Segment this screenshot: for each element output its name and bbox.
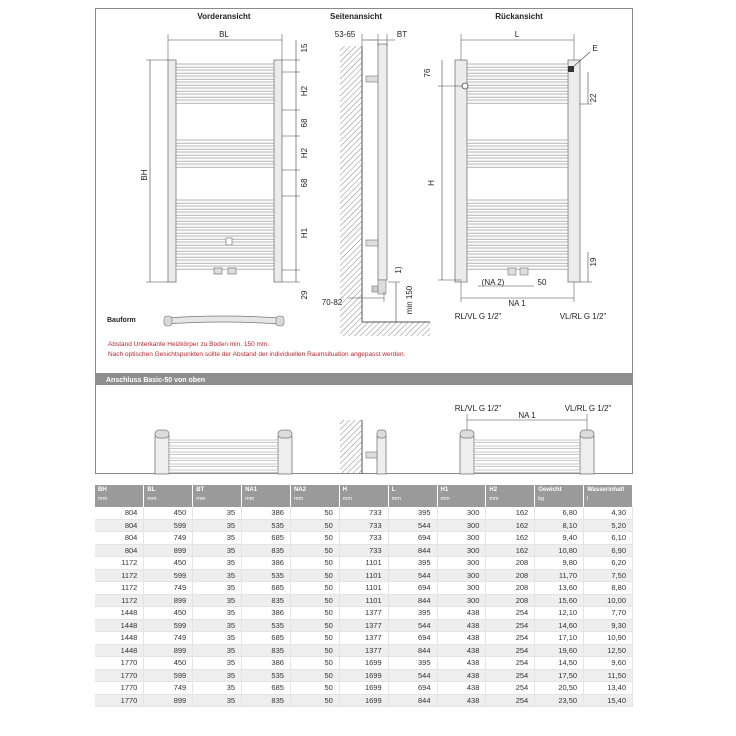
table-cell: 9,30 (584, 619, 633, 632)
table-cell: 300 (437, 532, 486, 545)
table-cell: 35 (193, 644, 242, 657)
table-cell: 1448 (95, 619, 144, 632)
top-view (155, 404, 611, 474)
column-header-unit: mm (342, 496, 352, 502)
table-cell: 50 (290, 532, 339, 545)
column-header-label: H1 (440, 487, 449, 493)
column-header-unit: mm (391, 496, 401, 502)
table-cell: 1172 (95, 582, 144, 595)
table-cell: 7,50 (584, 569, 633, 582)
table-cell: 4,30 (584, 507, 633, 519)
table-cell: 438 (437, 619, 486, 632)
table-cell: 386 (242, 507, 291, 519)
view-title-back: Rückansicht (495, 12, 543, 21)
column-header (388, 485, 437, 507)
table-cell: 162 (486, 519, 535, 532)
table-cell: 254 (486, 632, 535, 645)
table-cell: 208 (486, 582, 535, 595)
section-title: Anschluss Basic-50 von oben (106, 377, 206, 384)
table-cell: 1172 (95, 569, 144, 582)
column-header-unit: l (587, 496, 589, 502)
dim-na1: NA 1 (508, 299, 526, 308)
table-cell: 450 (144, 607, 193, 620)
column-header (437, 485, 486, 507)
column-header (242, 485, 291, 507)
note-line-2: Nach optischen Gesichtspunkten sollte der Abstand der individuellen Raumsituation angepasst werden. (108, 351, 406, 358)
table-cell: 835 (242, 694, 291, 707)
dim-h2-upper: H2 (300, 85, 309, 97)
table-cell: 12,50 (584, 644, 633, 657)
table-cell: 544 (388, 669, 437, 682)
table-cell: 599 (144, 669, 193, 682)
table-cell: 35 (193, 519, 242, 532)
table-cell: 733 (339, 507, 388, 519)
table-cell: 50 (290, 694, 339, 707)
table-cell: 1101 (339, 594, 388, 607)
table-row (95, 682, 633, 695)
table-cell: 6,20 (584, 557, 633, 570)
table-cell: 438 (437, 657, 486, 670)
table-row (95, 607, 633, 620)
table-cell: 13,40 (584, 682, 633, 695)
dim-e: E (592, 44, 598, 53)
table-cell: 685 (242, 582, 291, 595)
column-header-label: BH (98, 487, 107, 493)
table-cell: 254 (486, 694, 535, 707)
footnote-marker: 1) (394, 266, 403, 274)
dim-l: L (514, 30, 520, 39)
table-cell: 694 (388, 632, 437, 645)
table-cell: 300 (437, 519, 486, 532)
column-header-label: NA1 (245, 487, 258, 493)
table-row (95, 507, 633, 519)
column-header-label: H (342, 487, 348, 493)
table-cell: 544 (388, 569, 437, 582)
table-row (95, 557, 633, 570)
table-cell: 11,70 (535, 569, 584, 582)
table-cell: 1770 (95, 657, 144, 670)
table-cell: 1377 (339, 607, 388, 620)
table-cell: 844 (388, 644, 437, 657)
table-cell: 804 (95, 519, 144, 532)
table-header-row (95, 485, 633, 507)
table-cell: 835 (242, 594, 291, 607)
view-title-front: Vorderansicht (197, 12, 251, 21)
table-cell: 395 (388, 657, 437, 670)
table-cell: 694 (388, 582, 437, 595)
table-cell: 15,40 (584, 694, 633, 707)
table-cell: 6,80 (535, 507, 584, 519)
table-cell: 162 (486, 532, 535, 545)
table-cell: 162 (486, 507, 535, 519)
table-cell: 9,40 (535, 532, 584, 545)
table-cell: 544 (388, 519, 437, 532)
column-header-label: NA2 (293, 487, 306, 493)
table-cell: 300 (437, 594, 486, 607)
table-cell: 254 (486, 644, 535, 657)
table-cell: 254 (486, 607, 535, 620)
table-cell: 50 (290, 519, 339, 532)
table-cell: 7,70 (584, 607, 633, 620)
note-line-1: Abstand Unterkante Heizkörper zu Boden min. 150 mm. (108, 341, 270, 348)
column-header-unit: mm (98, 496, 108, 502)
column-header-label: Gewicht (538, 487, 562, 493)
table-cell: 804 (95, 544, 144, 557)
dim-53-65: 53-65 (334, 30, 356, 39)
back-view (423, 30, 606, 321)
table-cell: 35 (193, 694, 242, 707)
table-cell: 13,60 (535, 582, 584, 595)
column-header (95, 485, 144, 507)
dim-h2-lower: H2 (300, 147, 309, 159)
table-cell: 694 (388, 532, 437, 545)
table-cell: 300 (437, 507, 486, 519)
table-cell: 50 (290, 632, 339, 645)
table-cell: 35 (193, 669, 242, 682)
table-cell: 10,90 (584, 632, 633, 645)
table-cell: 300 (437, 544, 486, 557)
column-header (290, 485, 339, 507)
table-cell: 17,50 (535, 669, 584, 682)
table-row (95, 619, 633, 632)
table-cell: 1448 (95, 607, 144, 620)
column-header-unit: mm (245, 496, 255, 502)
table-cell: 50 (290, 682, 339, 695)
table-cell: 300 (437, 582, 486, 595)
table-cell: 208 (486, 594, 535, 607)
table-cell: 386 (242, 607, 291, 620)
table-cell: 1448 (95, 644, 144, 657)
table-cell: 50 (290, 544, 339, 557)
column-header-unit: mm (293, 496, 304, 502)
column-header (535, 485, 584, 507)
table-cell: 50 (290, 582, 339, 595)
table-cell: 599 (144, 619, 193, 632)
table-cell: 19,60 (535, 644, 584, 657)
dim-19: 19 (589, 257, 598, 267)
table-cell: 835 (242, 644, 291, 657)
table-cell: 50 (290, 657, 339, 670)
front-view (140, 30, 309, 299)
table-row (95, 532, 633, 545)
table-cell: 844 (388, 544, 437, 557)
table-cell: 899 (144, 594, 193, 607)
table-cell: 899 (144, 694, 193, 707)
column-header (144, 485, 193, 507)
table-cell: 733 (339, 519, 388, 532)
table-row (95, 544, 633, 557)
table-cell: 35 (193, 594, 242, 607)
table-row (95, 669, 633, 682)
table-cell: 535 (242, 569, 291, 582)
table-cell: 1101 (339, 569, 388, 582)
table-cell: 685 (242, 532, 291, 545)
column-header-label: H2 (489, 487, 498, 493)
table-cell: 1377 (339, 632, 388, 645)
table-cell: 17,10 (535, 632, 584, 645)
table-cell: 804 (95, 507, 144, 519)
table-cell: 386 (242, 657, 291, 670)
table-cell: 11,50 (584, 669, 633, 682)
table-cell: 35 (193, 632, 242, 645)
table-cell: 438 (437, 682, 486, 695)
table-cell: 50 (290, 644, 339, 657)
table-cell: 535 (242, 669, 291, 682)
table-row (95, 582, 633, 595)
column-header-unit: kg (538, 496, 545, 502)
table-row (95, 519, 633, 532)
table-cell: 749 (144, 582, 193, 595)
table-cell: 10,00 (584, 594, 633, 607)
table-cell: 50 (290, 594, 339, 607)
table-cell: 254 (486, 669, 535, 682)
table-cell: 694 (388, 682, 437, 695)
table-cell: 733 (339, 544, 388, 557)
table-cell: 438 (437, 669, 486, 682)
table-cell: 450 (144, 657, 193, 670)
table-cell: 35 (193, 557, 242, 570)
table-cell: 599 (144, 569, 193, 582)
table-cell: 35 (193, 507, 242, 519)
table-cell: 20,50 (535, 682, 584, 695)
dim-22: 22 (589, 93, 598, 103)
table-cell: 544 (388, 619, 437, 632)
table-cell: 450 (144, 507, 193, 519)
dim-15: 15 (300, 43, 309, 53)
column-header (193, 485, 242, 507)
table-cell: 14,50 (535, 657, 584, 670)
dim-bh: BH (140, 169, 149, 181)
view-title-side: Seitenansicht (329, 12, 383, 21)
back-rails (467, 64, 568, 269)
table-cell: 1172 (95, 594, 144, 607)
bauform-shape (164, 316, 284, 326)
column-header-label: BT (196, 487, 205, 493)
front-rails (176, 64, 274, 269)
table-row (95, 644, 633, 657)
table-cell: 835 (242, 544, 291, 557)
table-body (95, 507, 633, 707)
table-cell: 395 (388, 557, 437, 570)
table-cell: 6,10 (584, 532, 633, 545)
conn-rl-vl: RL/VL G 1/2" (454, 312, 502, 321)
dim-29: 29 (300, 290, 309, 300)
table-cell: 9,80 (535, 557, 584, 570)
table-cell: 35 (193, 682, 242, 695)
table-cell: 395 (388, 607, 437, 620)
table-row (95, 569, 633, 582)
column-header (486, 485, 535, 507)
table-cell: 438 (437, 632, 486, 645)
table-cell: 162 (486, 544, 535, 557)
table-cell: 208 (486, 557, 535, 570)
table-cell: 300 (437, 569, 486, 582)
column-header-label: Wasserinhalt (587, 487, 625, 493)
table-cell: 8,80 (584, 582, 633, 595)
table-cell: 749 (144, 682, 193, 695)
table-cell: 5,20 (584, 519, 633, 532)
dim-min-150: min 150 (405, 285, 414, 315)
table-cell: 450 (144, 557, 193, 570)
table-cell: 50 (290, 619, 339, 632)
table-cell: 35 (193, 532, 242, 545)
dim-na2: (NA 2) (481, 278, 505, 287)
table-cell: 685 (242, 682, 291, 695)
dim-68-upper: 68 (300, 118, 309, 128)
table-cell: 35 (193, 582, 242, 595)
table-cell: 438 (437, 607, 486, 620)
table-cell: 50 (290, 507, 339, 519)
table-row (95, 632, 633, 645)
table-cell: 254 (486, 682, 535, 695)
column-header (339, 485, 388, 507)
table-cell: 23,50 (535, 694, 584, 707)
table-cell: 35 (193, 569, 242, 582)
table-cell: 35 (193, 607, 242, 620)
table-cell: 35 (193, 544, 242, 557)
table-cell: 733 (339, 532, 388, 545)
column-header-unit: mm (147, 496, 157, 502)
table-cell: 395 (388, 507, 437, 519)
table-cell: 1699 (339, 682, 388, 695)
table-cell: 50 (290, 669, 339, 682)
table-cell: 899 (144, 644, 193, 657)
table-cell: 804 (95, 532, 144, 545)
table-cell: 6,90 (584, 544, 633, 557)
table-cell: 14,60 (535, 619, 584, 632)
table-row (95, 657, 633, 670)
table-cell: 254 (486, 657, 535, 670)
top-conn-rl-vl: RL/VL G 1/2" (454, 404, 502, 413)
table-cell: 300 (437, 557, 486, 570)
top-conn-vl-rl: VL/RL G 1/2" (564, 404, 612, 413)
column-header (584, 485, 633, 507)
dim-bt: BT (396, 30, 408, 39)
column-header-label: L (391, 487, 396, 493)
table-cell: 535 (242, 519, 291, 532)
table-cell: 12,10 (535, 607, 584, 620)
table-cell: 10,80 (535, 544, 584, 557)
table-cell: 15,60 (535, 594, 584, 607)
table-cell: 1448 (95, 632, 144, 645)
table-cell: 899 (144, 544, 193, 557)
side-view (322, 30, 430, 336)
table-cell: 50 (290, 607, 339, 620)
dim-h1: H1 (300, 227, 309, 239)
column-header-unit: mm (440, 496, 450, 502)
column-header-unit: mm (196, 496, 206, 502)
dim-50: 50 (537, 278, 547, 287)
table-cell: 1770 (95, 694, 144, 707)
table-cell: 50 (290, 569, 339, 582)
table-cell: 386 (242, 557, 291, 570)
conn-vl-rl: VL/RL G 1/2" (559, 312, 607, 321)
dim-68-lower: 68 (300, 178, 309, 188)
table-row (95, 594, 633, 607)
table-cell: 1770 (95, 682, 144, 695)
table-cell: 254 (486, 619, 535, 632)
table-cell: 1101 (339, 557, 388, 570)
table-cell: 844 (388, 694, 437, 707)
table-cell: 749 (144, 532, 193, 545)
bauform-label: Bauform (107, 317, 136, 324)
table-cell: 8,10 (535, 519, 584, 532)
table-cell: 749 (144, 632, 193, 645)
dim-70-82: 70-82 (321, 298, 343, 307)
table-cell: 1699 (339, 657, 388, 670)
table-cell: 1377 (339, 619, 388, 632)
table-cell: 1699 (339, 669, 388, 682)
dim-h: H (427, 180, 436, 186)
top-dim-na1: NA 1 (518, 411, 536, 420)
table-cell: 535 (242, 619, 291, 632)
table-cell: 438 (437, 694, 486, 707)
table-cell: 35 (193, 657, 242, 670)
table-cell: 1770 (95, 669, 144, 682)
dim-76: 76 (423, 68, 432, 78)
table-cell: 1101 (339, 582, 388, 595)
table-cell: 438 (437, 644, 486, 657)
column-header-label: BL (147, 487, 156, 493)
spec-table (95, 485, 633, 707)
table-cell: 50 (290, 557, 339, 570)
table-cell: 844 (388, 594, 437, 607)
table-cell: 599 (144, 519, 193, 532)
table-cell: 1172 (95, 557, 144, 570)
table-cell: 208 (486, 569, 535, 582)
table-cell: 685 (242, 632, 291, 645)
table-cell: 1699 (339, 694, 388, 707)
dim-bl: BL (219, 30, 229, 39)
column-header-unit: mm (489, 496, 499, 502)
table-cell: 9,60 (584, 657, 633, 670)
table-row (95, 694, 633, 707)
table-cell: 1377 (339, 644, 388, 657)
table-cell: 35 (193, 619, 242, 632)
